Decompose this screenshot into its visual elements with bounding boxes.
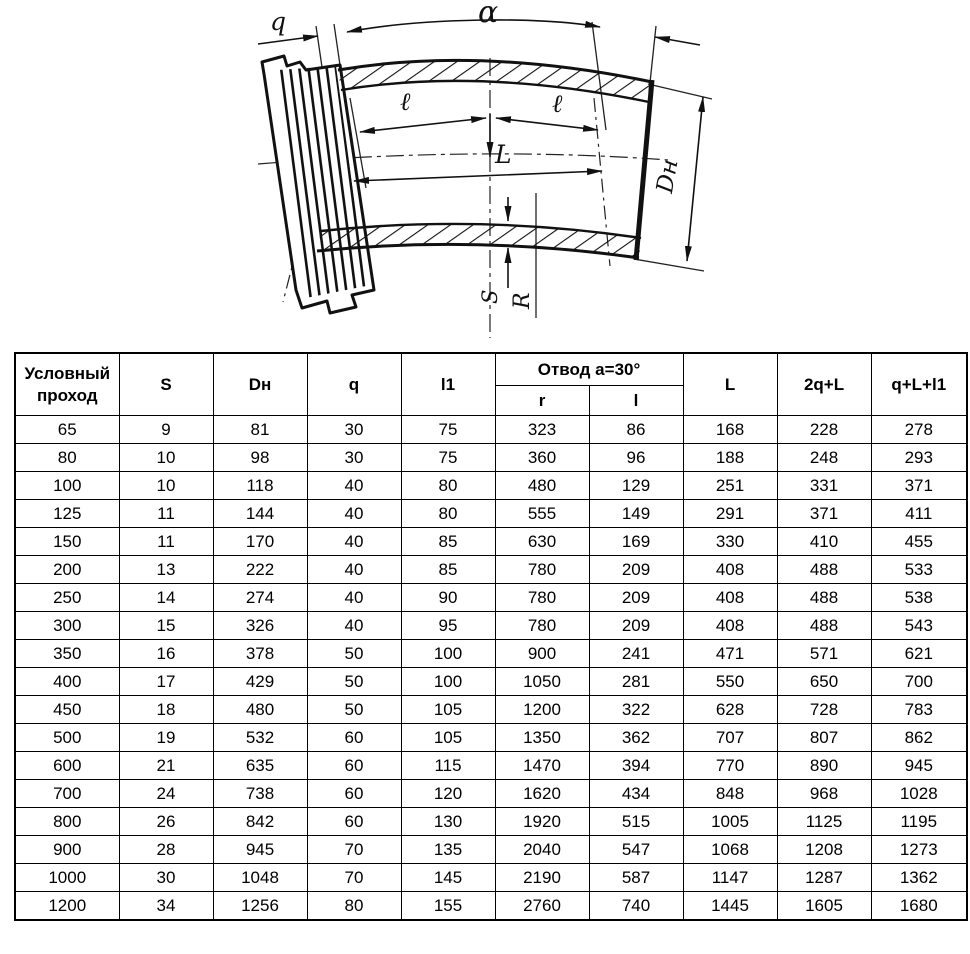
table-cell: 70 [307, 836, 401, 864]
table-cell: 410 [777, 528, 871, 556]
table-cell: 13 [119, 556, 213, 584]
table-cell: 738 [213, 780, 307, 808]
table-cell: 14 [119, 584, 213, 612]
table-cell: 40 [307, 500, 401, 528]
table-cell: 532 [213, 724, 307, 752]
table-cell: 408 [683, 556, 777, 584]
table-cell: 1125 [777, 808, 871, 836]
table-cell: 587 [589, 864, 683, 892]
dim-end-offset [655, 37, 700, 45]
table-cell: 1005 [683, 808, 777, 836]
table-cell: 331 [777, 472, 871, 500]
table-cell: 543 [871, 612, 967, 640]
table-cell: 80 [401, 472, 495, 500]
table-cell: 480 [213, 696, 307, 724]
header-s: S [119, 353, 213, 416]
table-cell: 378 [213, 640, 307, 668]
label-alpha: α [478, 0, 499, 30]
table-cell: 30 [307, 416, 401, 444]
table-cell: 945 [871, 752, 967, 780]
table-cell: 1147 [683, 864, 777, 892]
table-cell: 650 [777, 668, 871, 696]
label-Dn: Dн [652, 157, 684, 195]
table-cell: 555 [495, 500, 589, 528]
table-cell: 75 [401, 444, 495, 472]
table-row [15, 556, 967, 584]
table-cell: 1350 [495, 724, 589, 752]
table-cell: 455 [871, 528, 967, 556]
table-cell: 11 [119, 500, 213, 528]
table-cell: 900 [495, 640, 589, 668]
table-cell: 30 [307, 444, 401, 472]
table-body [15, 416, 967, 921]
header-l1: l1 [401, 353, 495, 416]
table-cell: 120 [401, 780, 495, 808]
table-cell: 2760 [495, 892, 589, 921]
table-cell: 241 [589, 640, 683, 668]
table-cell: 1200 [495, 696, 589, 724]
table-cell: 429 [213, 668, 307, 696]
table-cell: 394 [589, 752, 683, 780]
table-cell: 274 [213, 584, 307, 612]
table-cell: 488 [777, 584, 871, 612]
header-q-plus-L-plus-l1: q+L+l1 [871, 353, 967, 416]
table-cell: 155 [401, 892, 495, 921]
table-cell: 700 [15, 780, 119, 808]
table-row [15, 696, 967, 724]
table-row [15, 780, 967, 808]
table-cell: 411 [871, 500, 967, 528]
table-cell: 28 [119, 836, 213, 864]
table-cell: 149 [589, 500, 683, 528]
table-cell: 168 [683, 416, 777, 444]
table-cell: 80 [401, 500, 495, 528]
table-cell: 480 [495, 472, 589, 500]
table-cell: 209 [589, 556, 683, 584]
table-cell: 1680 [871, 892, 967, 921]
table-cell: 10 [119, 444, 213, 472]
header-L: L [683, 353, 777, 416]
table-cell: 323 [495, 416, 589, 444]
table-cell: 1048 [213, 864, 307, 892]
dim-alpha [347, 20, 600, 32]
table-cell: 968 [777, 780, 871, 808]
table-cell: 86 [589, 416, 683, 444]
table-cell: 222 [213, 556, 307, 584]
table-cell: 488 [777, 612, 871, 640]
table-cell: 169 [589, 528, 683, 556]
table-cell: 95 [401, 612, 495, 640]
table-row [15, 528, 967, 556]
table-cell: 780 [495, 584, 589, 612]
table-cell: 24 [119, 780, 213, 808]
header-2q-plus-L: 2q+L [777, 353, 871, 416]
table-row [15, 668, 967, 696]
table-cell: 408 [683, 612, 777, 640]
table-cell: 1620 [495, 780, 589, 808]
table-cell: 1200 [15, 892, 119, 921]
table-cell: 621 [871, 640, 967, 668]
table-cell: 550 [683, 668, 777, 696]
table-cell: 9 [119, 416, 213, 444]
table-cell: 34 [119, 892, 213, 921]
table-cell: 17 [119, 668, 213, 696]
dimensions-table [14, 352, 968, 921]
table-cell: 228 [777, 416, 871, 444]
table-cell: 135 [401, 836, 495, 864]
table-cell: 81 [213, 416, 307, 444]
label-L: L [495, 140, 512, 169]
table-cell: 15 [119, 612, 213, 640]
table-cell: 400 [15, 668, 119, 696]
header-conditional-pass: Условный проход [15, 353, 119, 416]
table-cell: 100 [401, 668, 495, 696]
table-cell: 900 [15, 836, 119, 864]
table-cell: 70 [307, 864, 401, 892]
table-cell: 707 [683, 724, 777, 752]
header-r: r [495, 386, 589, 416]
pipe-bend-drawing [0, 0, 970, 348]
table-cell: 19 [119, 724, 213, 752]
table-cell: 278 [871, 416, 967, 444]
table-cell: 10 [119, 472, 213, 500]
table-cell: 26 [119, 808, 213, 836]
table-cell: 848 [683, 780, 777, 808]
table-cell: 780 [495, 556, 589, 584]
table-cell: 2190 [495, 864, 589, 892]
table-cell: 322 [589, 696, 683, 724]
table-cell: 1068 [683, 836, 777, 864]
table-cell: 80 [15, 444, 119, 472]
table-row [15, 416, 967, 444]
table-cell: 740 [589, 892, 683, 921]
table-cell: 125 [15, 500, 119, 528]
label-q: q [270, 7, 287, 36]
table-cell: 600 [15, 752, 119, 780]
table-cell: 488 [777, 556, 871, 584]
table-cell: 150 [15, 528, 119, 556]
table-cell: 1195 [871, 808, 967, 836]
table-row [15, 472, 967, 500]
table-cell: 188 [683, 444, 777, 472]
table-cell: 1000 [15, 864, 119, 892]
table-row [15, 892, 967, 921]
table-cell: 1470 [495, 752, 589, 780]
table-cell: 780 [495, 612, 589, 640]
table-cell: 360 [495, 444, 589, 472]
label-l-left: ℓ [400, 87, 411, 116]
table-cell: 293 [871, 444, 967, 472]
table-cell: 1256 [213, 892, 307, 921]
table-cell: 129 [589, 472, 683, 500]
table-row [15, 864, 967, 892]
table-cell: 862 [871, 724, 967, 752]
end-face [636, 80, 652, 260]
table-row [15, 500, 967, 528]
table-cell: 100 [401, 640, 495, 668]
table-cell: 842 [213, 808, 307, 836]
table-cell: 118 [213, 472, 307, 500]
table-row [15, 836, 967, 864]
table-cell: 90 [401, 584, 495, 612]
table-cell: 630 [495, 528, 589, 556]
table-row [15, 612, 967, 640]
header-l: l [589, 386, 683, 416]
table-cell: 1605 [777, 892, 871, 921]
table-cell: 533 [871, 556, 967, 584]
table-cell: 145 [401, 864, 495, 892]
table-row [15, 584, 967, 612]
table-cell: 11 [119, 528, 213, 556]
header-dn: Dн [213, 353, 307, 416]
socket [262, 54, 374, 313]
table-cell: 130 [401, 808, 495, 836]
table-cell: 1050 [495, 668, 589, 696]
table-cell: 408 [683, 584, 777, 612]
table-cell: 21 [119, 752, 213, 780]
pipe-walls [317, 60, 652, 260]
table-cell: 628 [683, 696, 777, 724]
header-q: q [307, 353, 401, 416]
table-cell: 200 [15, 556, 119, 584]
table-cell: 783 [871, 696, 967, 724]
table-cell: 40 [307, 584, 401, 612]
table-cell: 2040 [495, 836, 589, 864]
table-cell: 60 [307, 752, 401, 780]
table-cell: 40 [307, 612, 401, 640]
table-cell: 40 [307, 528, 401, 556]
table-cell: 96 [589, 444, 683, 472]
label-S: S [478, 289, 502, 304]
table-cell: 770 [683, 752, 777, 780]
table-cell: 434 [589, 780, 683, 808]
table-cell: 30 [119, 864, 213, 892]
table-cell: 281 [589, 668, 683, 696]
table-cell: 1920 [495, 808, 589, 836]
pipe-bend-sketch [0, 0, 970, 348]
table-cell: 75 [401, 416, 495, 444]
table-cell: 1287 [777, 864, 871, 892]
table-cell: 728 [777, 696, 871, 724]
table-cell: 1273 [871, 836, 967, 864]
table-cell: 209 [589, 612, 683, 640]
table-cell: 144 [213, 500, 307, 528]
table-cell: 105 [401, 696, 495, 724]
table-cell: 1208 [777, 836, 871, 864]
table-cell: 890 [777, 752, 871, 780]
table-row [15, 808, 967, 836]
table-cell: 85 [401, 556, 495, 584]
dim-l-left [360, 118, 486, 132]
table-cell: 50 [307, 668, 401, 696]
table-cell: 635 [213, 752, 307, 780]
table-cell: 800 [15, 808, 119, 836]
table-cell: 18 [119, 696, 213, 724]
table-cell: 371 [777, 500, 871, 528]
table-row [15, 640, 967, 668]
header-otvod-30: Отвод a=30° [495, 353, 683, 386]
dim-l-right [496, 118, 598, 130]
table-cell: 115 [401, 752, 495, 780]
table-cell: 1028 [871, 780, 967, 808]
table-cell: 248 [777, 444, 871, 472]
table-cell: 85 [401, 528, 495, 556]
table-cell: 450 [15, 696, 119, 724]
table-cell: 300 [15, 612, 119, 640]
table-row [15, 724, 967, 752]
table-cell: 945 [213, 836, 307, 864]
table-cell: 500 [15, 724, 119, 752]
table-cell: 50 [307, 640, 401, 668]
table-cell: 515 [589, 808, 683, 836]
table-cell: 471 [683, 640, 777, 668]
table-cell: 1445 [683, 892, 777, 921]
table-cell: 105 [401, 724, 495, 752]
table-cell: 807 [777, 724, 871, 752]
table-cell: 60 [307, 780, 401, 808]
table-cell: 250 [15, 584, 119, 612]
table-cell: 170 [213, 528, 307, 556]
table-row [15, 752, 967, 780]
dim-Dn [687, 97, 703, 261]
dim-L [354, 171, 602, 181]
table-cell: 251 [683, 472, 777, 500]
table-cell: 571 [777, 640, 871, 668]
table-cell: 291 [683, 500, 777, 528]
table-cell: 330 [683, 528, 777, 556]
table-cell: 40 [307, 556, 401, 584]
table-cell: 98 [213, 444, 307, 472]
table-cell: 371 [871, 472, 967, 500]
table-cell: 100 [15, 472, 119, 500]
table-row [15, 444, 967, 472]
label-R: R [510, 292, 535, 309]
table-cell: 700 [871, 668, 967, 696]
dim-q [258, 36, 318, 44]
table-cell: 65 [15, 416, 119, 444]
table-cell: 362 [589, 724, 683, 752]
label-l-right: ℓ [552, 89, 563, 118]
table-cell: 50 [307, 696, 401, 724]
table-cell: 60 [307, 724, 401, 752]
table-cell: 350 [15, 640, 119, 668]
table-cell: 209 [589, 584, 683, 612]
table-cell: 80 [307, 892, 401, 921]
table-cell: 40 [307, 472, 401, 500]
table-cell: 538 [871, 584, 967, 612]
table-cell: 547 [589, 836, 683, 864]
table-cell: 60 [307, 808, 401, 836]
table-cell: 326 [213, 612, 307, 640]
table-cell: 1362 [871, 864, 967, 892]
table-cell: 16 [119, 640, 213, 668]
